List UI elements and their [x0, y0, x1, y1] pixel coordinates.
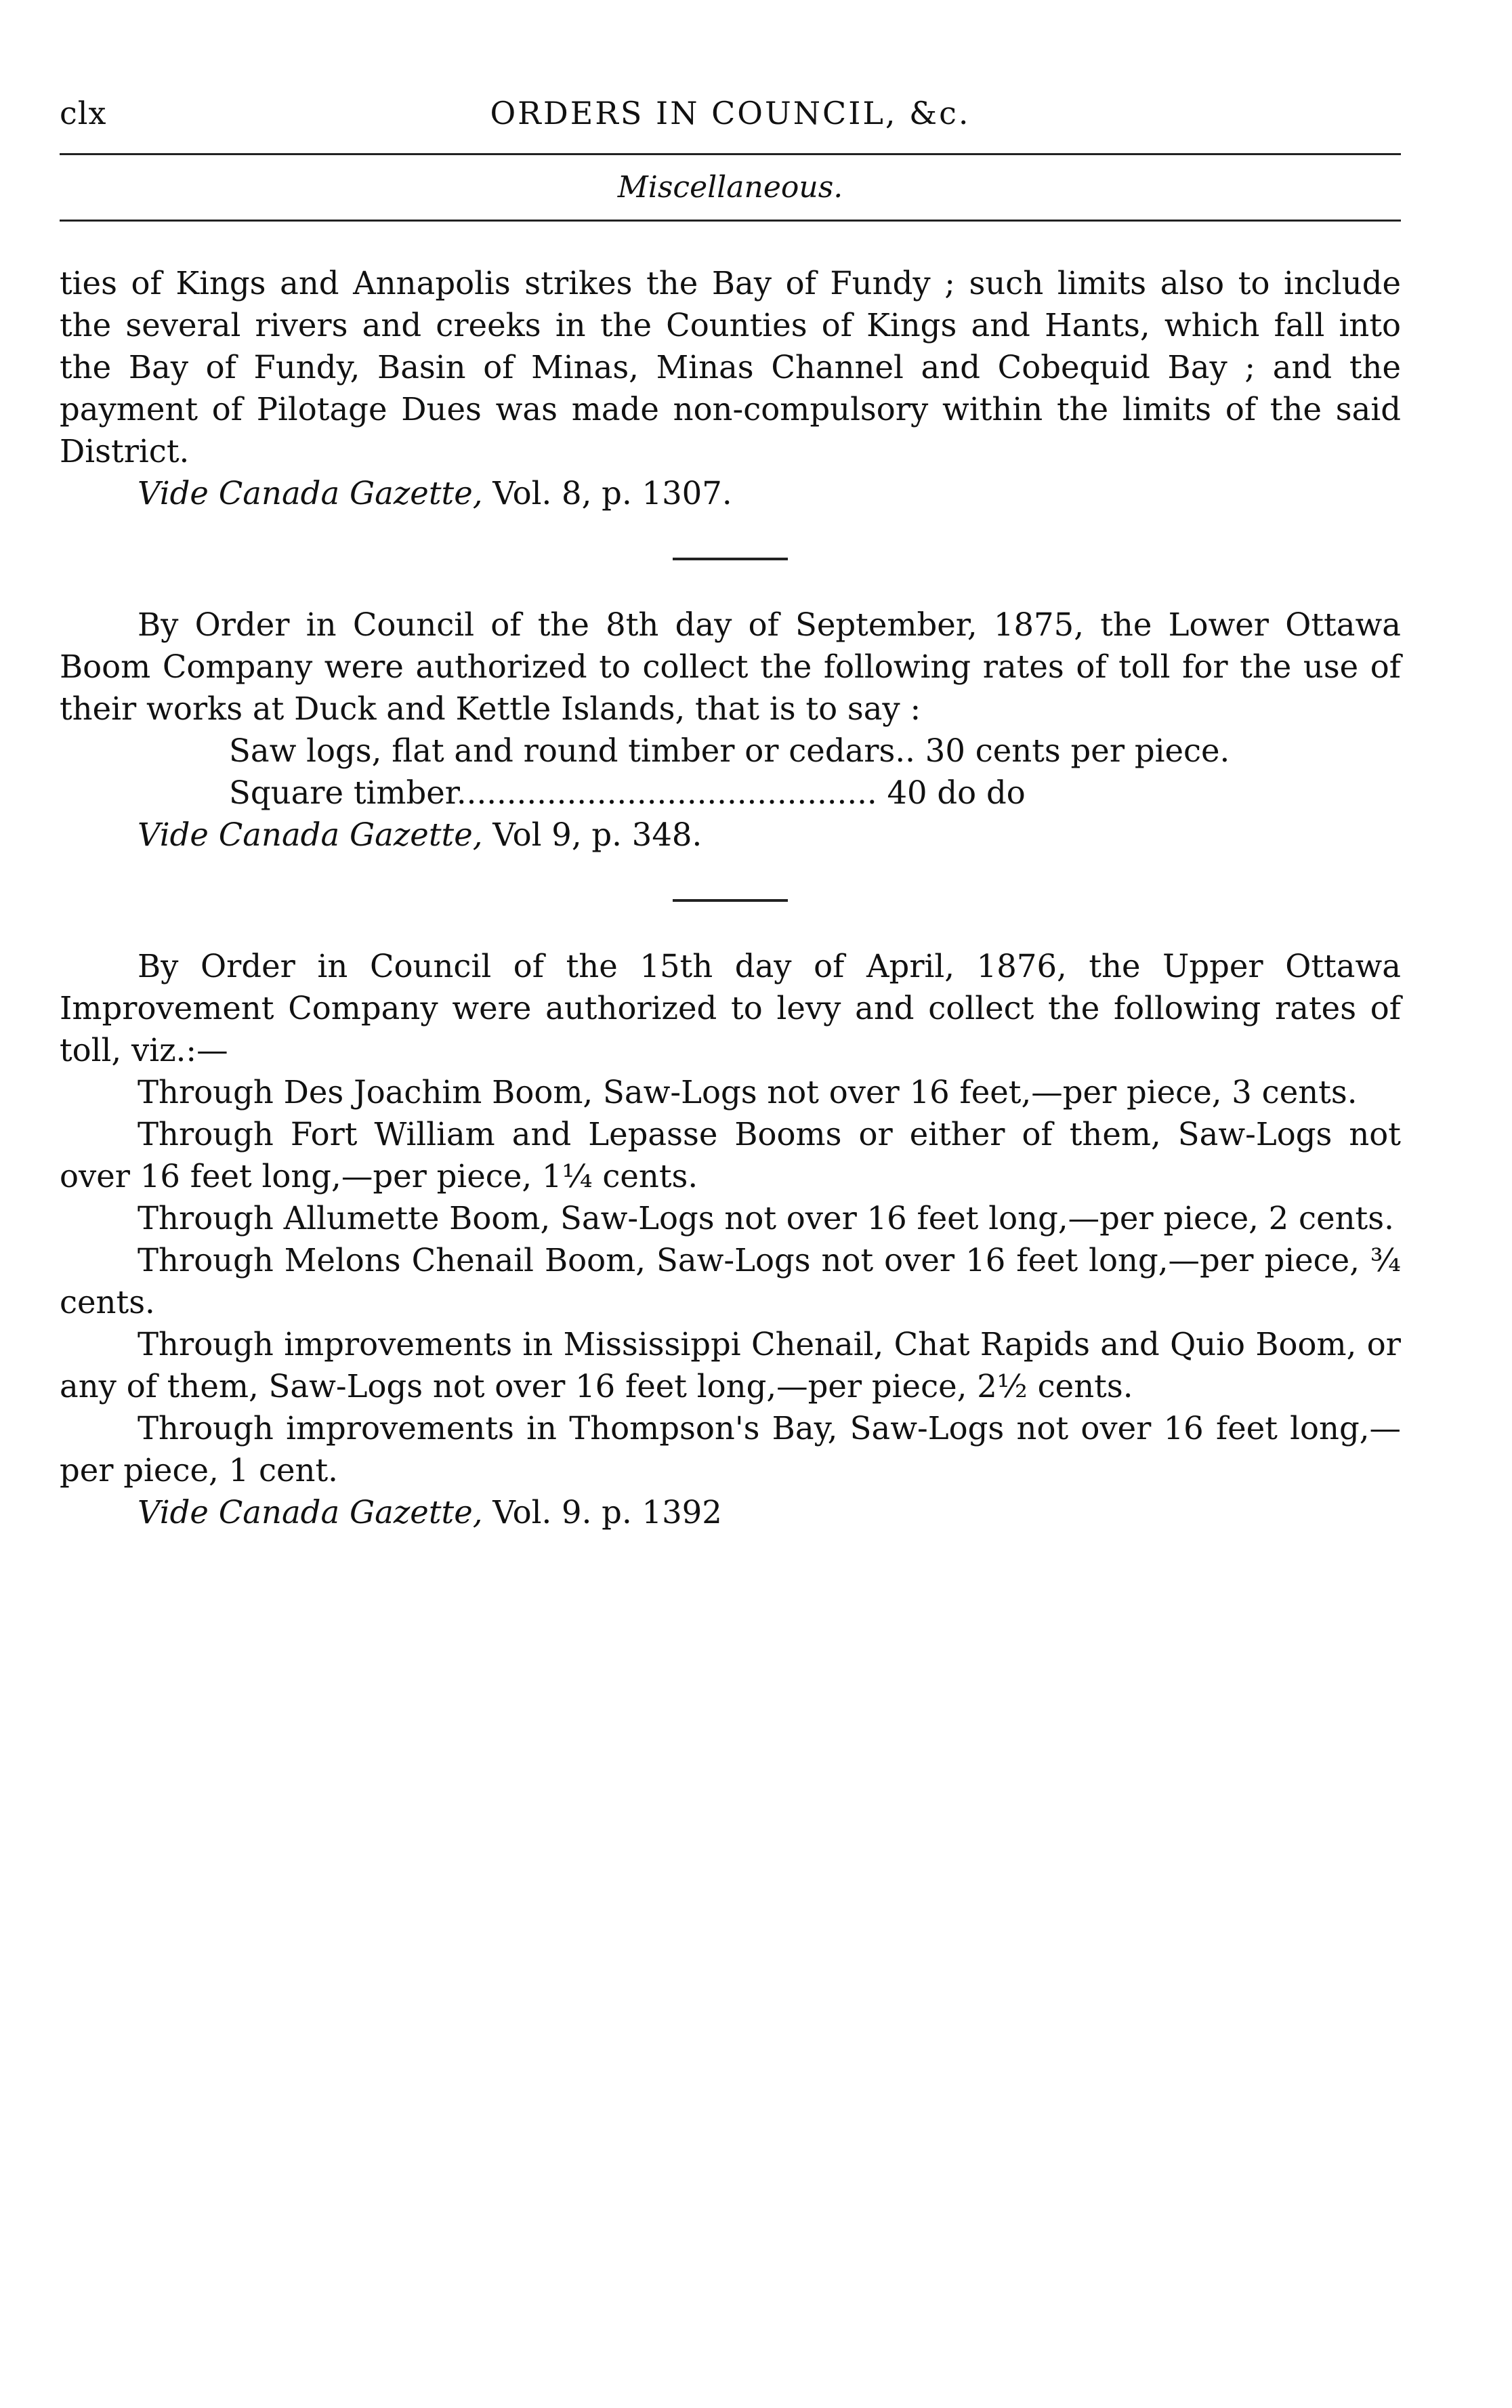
toll-item: Through Melons Chenail Boom, Saw-Logs not over 16 feet long,—per piece, ¾ cents.: [60, 1242, 1401, 1321]
citation-source: Vide Canada Gazette,: [138, 1494, 483, 1531]
citation: [60, 472, 1401, 514]
entry-upper-ottawa-improvement: [60, 945, 1401, 1533]
paragraph: By Order in Council of the 15th day of April, 1876, the Upper Ottawa Improvement Company were authorized to levy and collect the following rates of toll, viz.:—: [60, 948, 1401, 1068]
toll-item: Through Des Joachim Boom, Saw-Logs not over 16 feet,—per piece, 3 cents.: [138, 1074, 1358, 1110]
rate-line: Saw logs, flat and round timber or cedars.. 30 cents per piece.: [229, 732, 1230, 769]
running-head: [60, 81, 1401, 136]
header-rule-bottom: [60, 220, 1401, 222]
entry-lower-ottawa-boom: [60, 604, 1401, 856]
entry-pilotage-district: [60, 262, 1401, 514]
citation-source: Vide Canada Gazette,: [138, 475, 483, 512]
toll-item: Through Fort William and Lepasse Booms or either of them, Saw-Logs not over 16 feet long,—per piece, 1¼ cents.: [60, 1116, 1401, 1195]
separator-rule: [673, 558, 788, 560]
paragraph: ties of Kings and Annapolis strikes the Bay of Fundy ; such limits also to include the several rivers and creeks in the Counties of Kings and Hants, which fall into the Bay of Fundy, Basin of Minas, Minas Channel and Cobequid Bay ; and the payment of Pilotage Dues was made non-compulsory within the limits of the said District.: [60, 265, 1401, 470]
page: [60, 81, 1401, 1533]
paragraph: By Order in Council of the 8th day of September, 1875, the Lower Ottawa Boom Company were authorized to collect the following rates of toll for the use of their works at Duck and Kettle Islands, that is to say :: [60, 606, 1401, 727]
citation: [60, 1491, 1401, 1533]
citation-ref: Vol. 9. p. 1392: [482, 1494, 722, 1531]
separator-rule: [673, 899, 788, 902]
citation-ref: Vol 9, p. 348.: [482, 816, 702, 853]
running-title: ORDERS IN COUNCIL, &c.: [490, 95, 971, 131]
toll-item: Through improvements in Mississippi Chenail, Chat Rapids and Quio Boom, or any of them, Saw-Logs not over 16 feet long,—per piece, 2½ cents.: [60, 1326, 1401, 1405]
page-number: clx: [60, 95, 107, 131]
rate-line: Square timber.......................................... 40 do do: [229, 774, 1026, 811]
section-label: Miscellaneous.: [617, 170, 843, 205]
header-rule-top: [60, 153, 1401, 155]
toll-item: Through Allumette Boom, Saw-Logs not over 16 feet long,—per piece, 2 cents.: [138, 1200, 1394, 1237]
citation-ref: Vol. 8, p. 1307.: [482, 475, 732, 512]
toll-item: Through improvements in Thompson's Bay, Saw-Logs not over 16 feet long,—per piece, 1 cent.: [60, 1410, 1401, 1489]
citation-source: Vide Canada Gazette,: [138, 816, 483, 853]
citation: [60, 814, 1401, 856]
